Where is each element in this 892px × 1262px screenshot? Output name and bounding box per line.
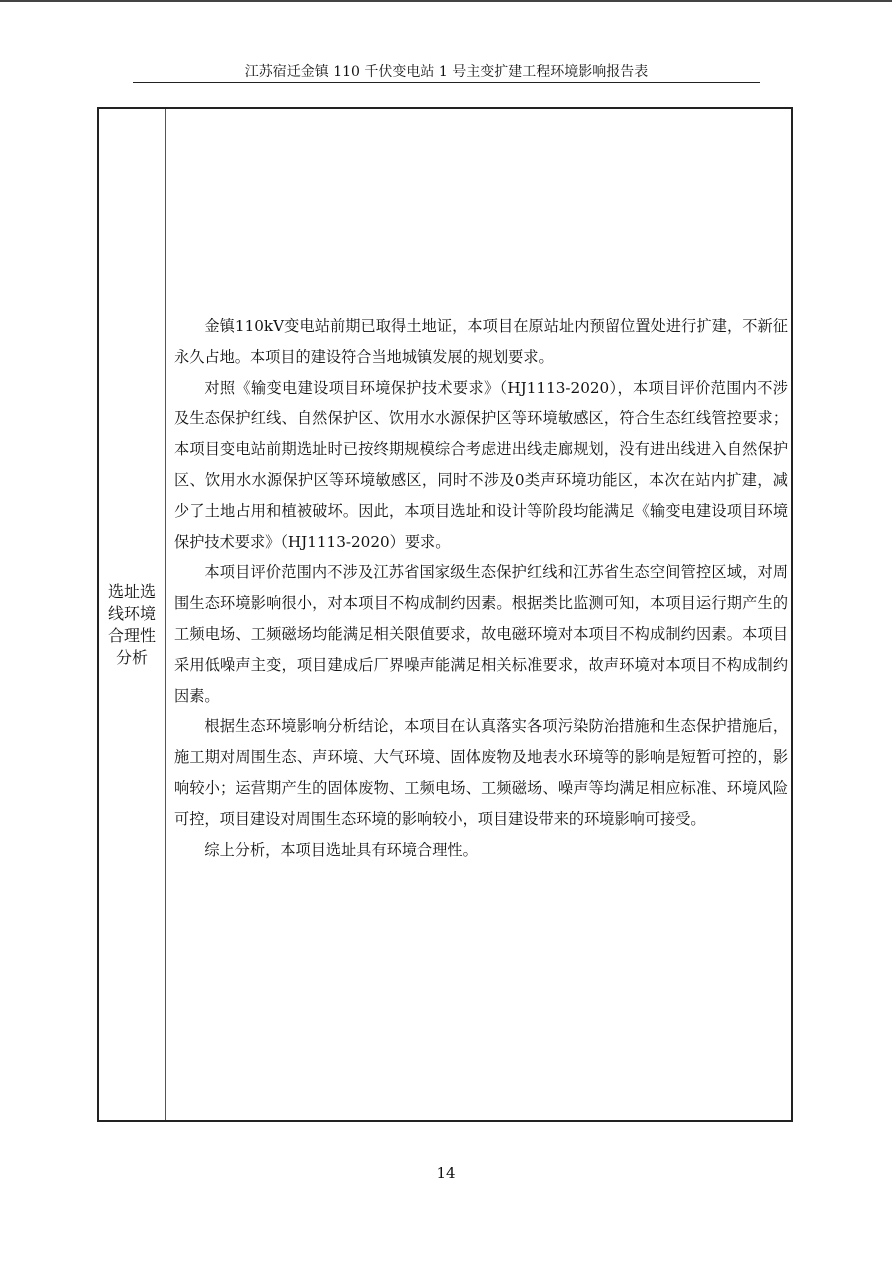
report-table <box>97 107 793 1122</box>
top-border-line <box>0 0 892 2</box>
paragraph-land-use: 金镇110kV变电站前期已取得土地证，本项目在原站址内预留位置处进行扩建，不新征永久占地。本项目的建设符合当地城镇发展的规划要求。 <box>174 317 788 366</box>
content-body <box>174 311 788 865</box>
page-number: 14 <box>436 1164 456 1182</box>
row-label-cell <box>99 109 166 1120</box>
row-label: 选址选线环境合理性分析 <box>107 581 156 667</box>
content-cell <box>166 109 791 1120</box>
paragraph-summary: 综上分析，本项目选址具有环境合理性。 <box>204 840 478 859</box>
paragraph-technical-requirements: 对照《输变电建设项目环境保护技术要求》（HJ1113-2020），本项目评价范围内不涉及生态保护红线、自然保护区、饮用水水源保护区等环境敏感区，符合生态红线管控要求；本项目变电站前期选址时已按终期规模综合考虑进出线走廊规划，没有进出线进入自然保护区、饮用水水源保护区等环境敏感区，同时不涉及0类声环境功能区，本次在站内扩建，减少了土地占用和植被破坏。因此，本项目选址和设计等阶段均能满足《输变电建设项目环境保护技术要求》（HJ1113-2020）要求。 <box>174 378 788 551</box>
paragraph-ecological-constraints: 本项目评价范围内不涉及江苏省国家级生态保护红线和江苏省生态空间管控区域，对周围生态环境影响很小，对本项目不构成制约因素。根据类比监测可知，本项目运行期产生的工频电场、工频磁场均能满足相关限值要求，故电磁环境对本项目不构成制约因素。本项目采用低噪声主变，项目建成后厂界噪声能满足相关标准要求，故声环境对本项目不构成制约因素。 <box>174 563 788 705</box>
page-header: 江苏宿迁金镇 110 千伏变电站 1 号主变扩建工程环境影响报告表 <box>133 62 760 83</box>
paragraph-impact-conclusion: 根据生态环境影响分析结论，本项目在认真落实各项污染防治措施和生态保护措施后，施工期对周围生态、声环境、大气环境、固体废物及地表水环境等的影响是短暂可控的，影响较小；运营期产生的固体废物、工频电场、工频磁场、噪声等均满足相应标准、环境风险可控，项目建设对周围生态环境的影响较小，项目建设带来的环境影响可接受。 <box>174 717 788 828</box>
